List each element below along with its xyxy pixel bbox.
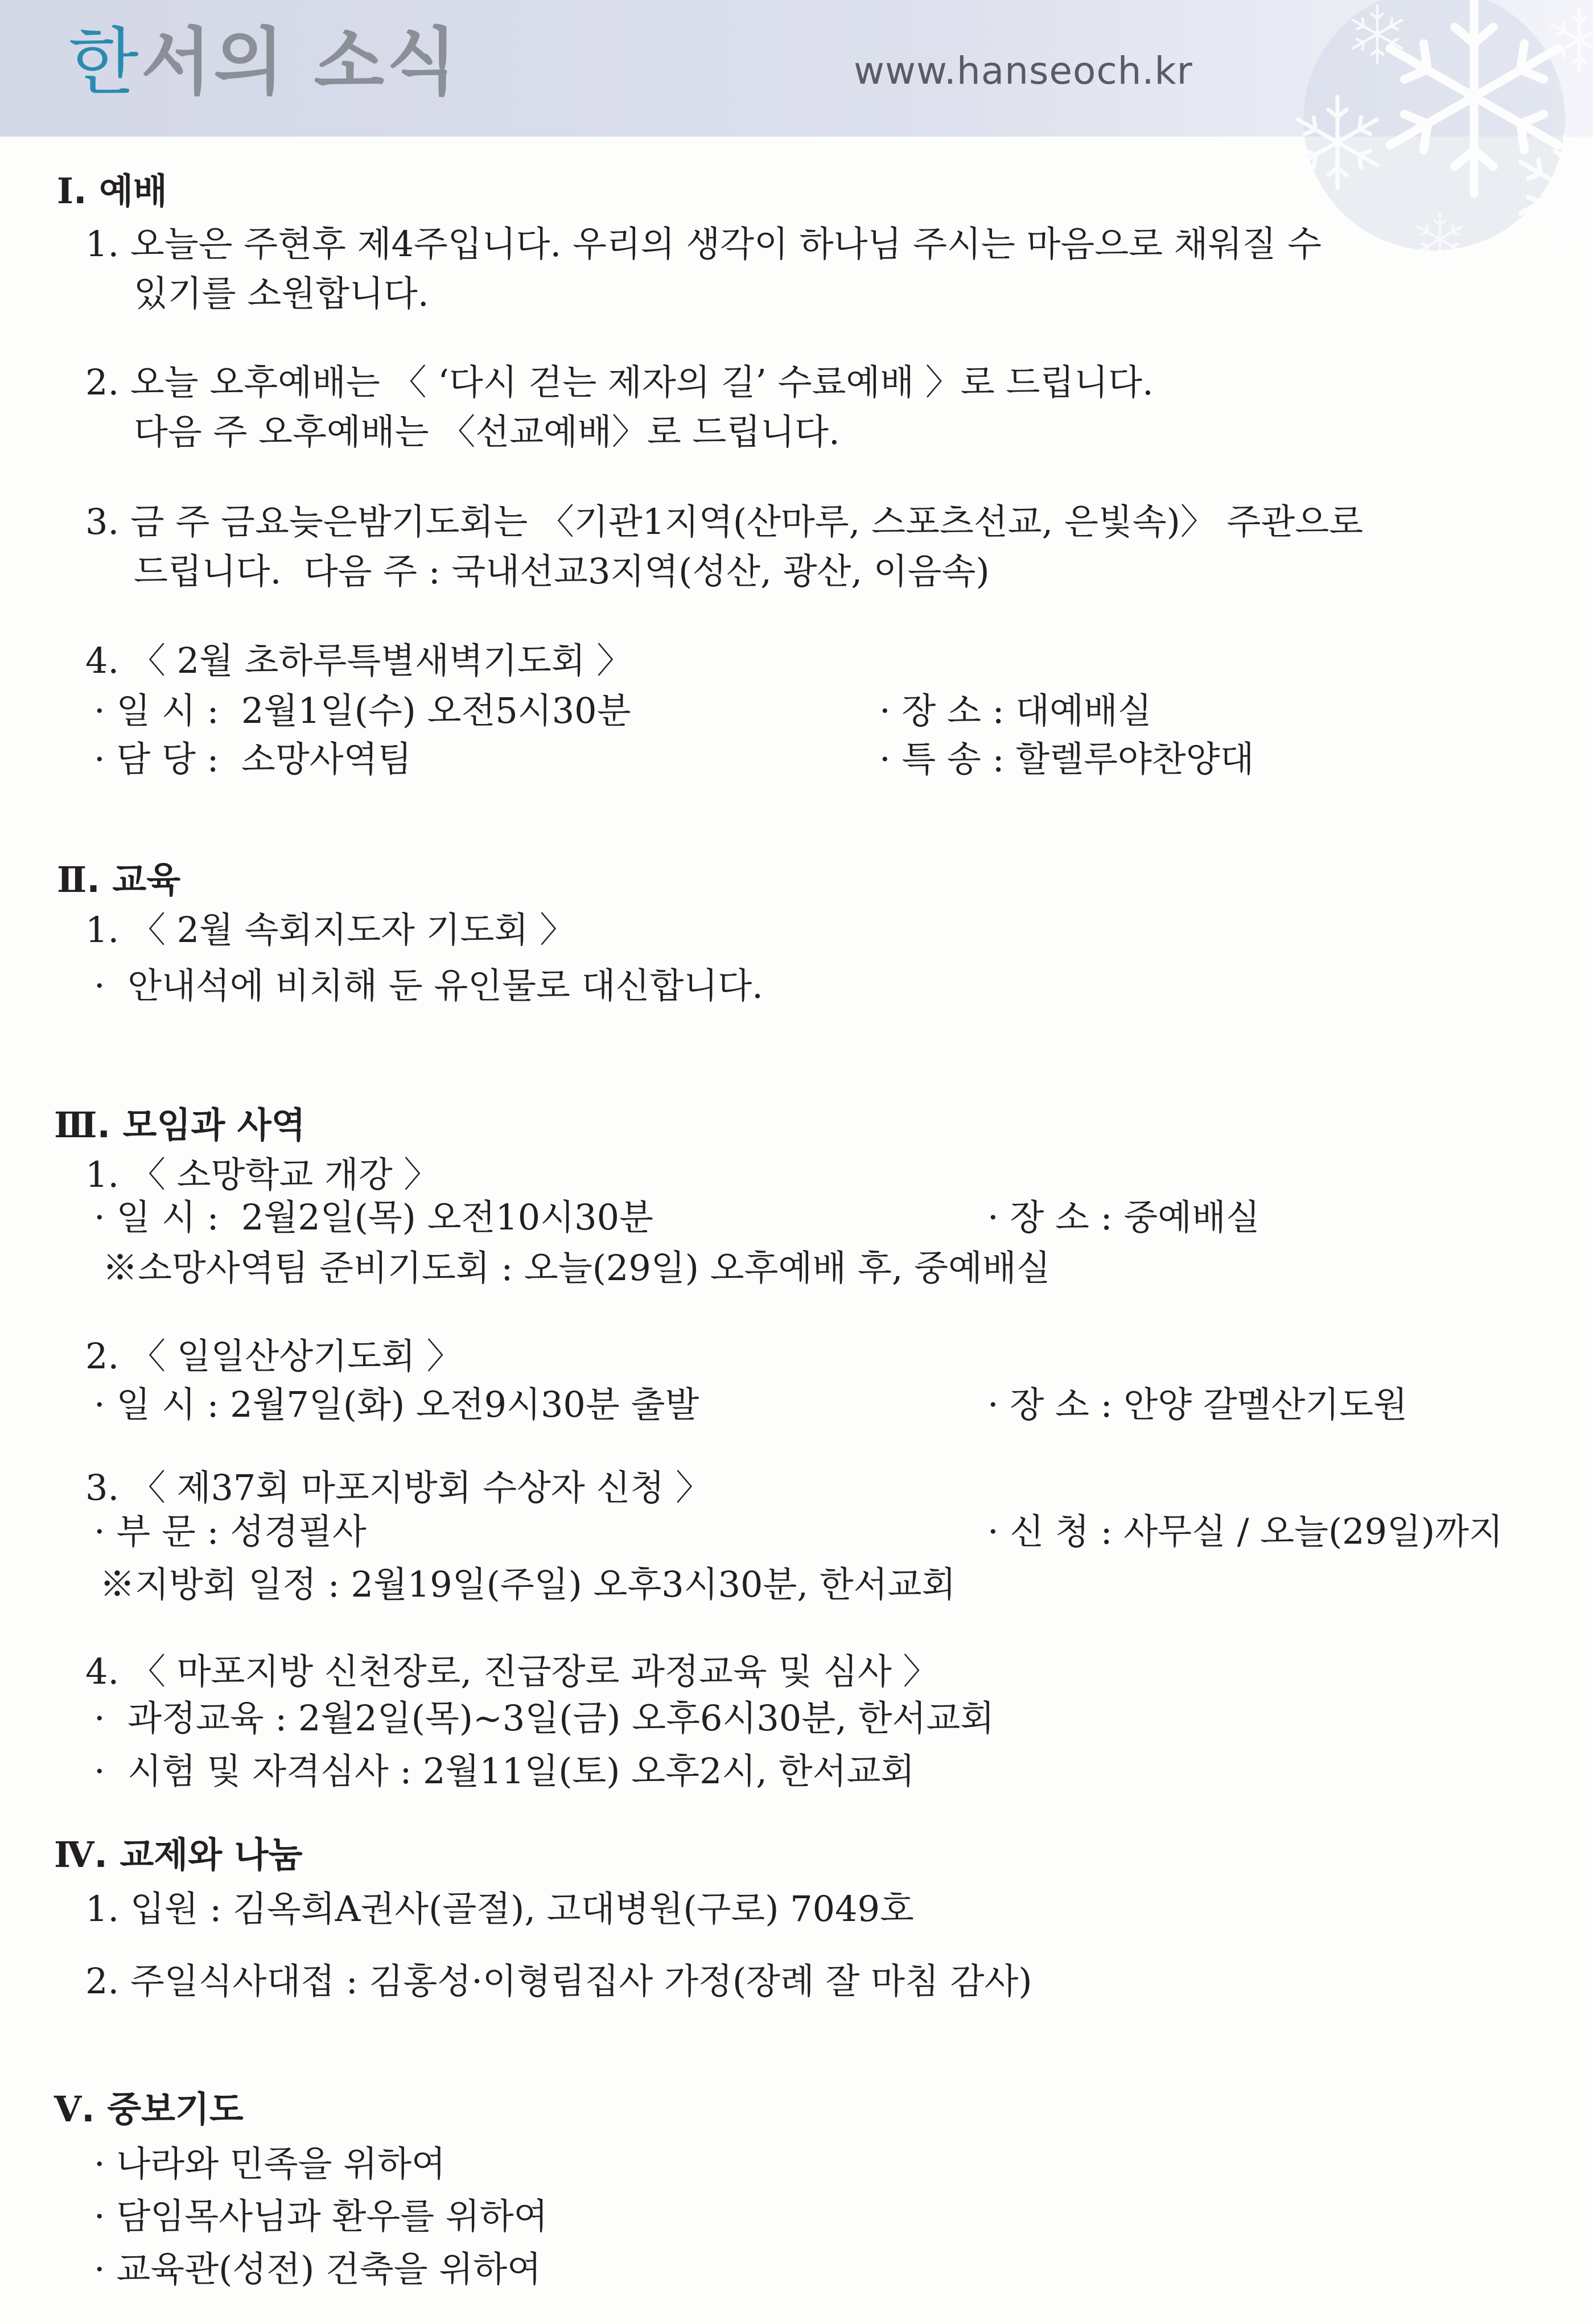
worship-item-4-title: 4. 〈 2월 초하루특별새벽기도회 〉 [85, 640, 632, 681]
newsletter-logo [68, 20, 459, 105]
ministry-item-3-title: 3. 〈 제37회 마포지방회 수상자 신청 〉 [85, 1467, 711, 1508]
worship-item-3-line-2: 드립니다. 다음 주 : 국내선교3지역(성산, 광산, 이음속) [134, 550, 990, 592]
education-item-1-title: 1. 〈 2월 속회지도자 기도회 〉 [85, 909, 575, 951]
intercession-item-3: · 교육관(성전) 건축을 위하여 [94, 2248, 542, 2290]
worship-item-4-special-song: · 특 송 : 할렐루야찬양대 [879, 738, 1254, 780]
intercession-item-2: · 담임목사님과 환우를 위하여 [94, 2195, 548, 2237]
ministry-item-1-title: 1. 〈 소망학교 개강 〉 [85, 1154, 439, 1195]
intercession-item-1: · 나라와 민족을 위하여 [94, 2143, 446, 2185]
ministry-item-3-application: · 신 청 : 사무실 / 오늘(29일)까지 [987, 1511, 1503, 1552]
section-heading-ministry: Ⅲ. 모임과 사역 [54, 1104, 306, 1146]
logo-first-char: 한 [68, 20, 141, 105]
fellowship-item-1: 1. 입원 : 김옥희A권사(골절), 고대병원(구로) 7049호 [85, 1888, 914, 1930]
ministry-item-4-course: · 과정교육 : 2월2일(목)~3일(금) 오후6시30분, 한서교회 [94, 1697, 995, 1739]
ministry-item-4-title: 4. 〈 마포지방 신천장로, 진급장로 과정교육 및 심사 〉 [85, 1651, 938, 1692]
ministry-item-3-category: · 부 문 : 성경필사 [94, 1511, 367, 1552]
worship-item-1-line-2: 있기를 소원합니다. [134, 273, 429, 314]
ministry-item-2-datetime: · 일 시 : 2월7일(화) 오전9시30분 출발 [94, 1384, 699, 1425]
logo-rest: 서의 소식 [141, 20, 459, 105]
website-url[interactable]: www.hanseoch.kr [854, 49, 1193, 93]
ministry-item-3-note: ※지방회 일정 : 2월19일(주일) 오후3시30분, 한서교회 [100, 1564, 956, 1605]
education-item-1-note: · 안내석에 비치해 둔 유인물로 대신합니다. [94, 965, 763, 1006]
worship-item-3-line-1: 3. 금 주 금요늦은밤기도회는 〈기관1지역(산마루, 스포츠선교, 은빛속)〉 주관으로 [85, 501, 1364, 542]
worship-item-2-line-2: 다음 주 오후예배는 〈선교예배〉로 드립니다. [134, 411, 840, 453]
ministry-item-4-exam: · 시험 및 자격심사 : 2월11일(토) 오후2시, 한서교회 [94, 1750, 915, 1792]
ministry-item-2-location: · 장 소 : 안양 갈멜산기도원 [987, 1384, 1408, 1425]
worship-item-4-datetime: · 일 시 : 2월1일(수) 오전5시30분 [94, 690, 631, 731]
worship-item-1-line-1: 1. 오늘은 주현후 제4주입니다. 우리의 생각이 하나님 주시는 마음으로 채워질 수 [85, 223, 1322, 265]
section-heading-fellowship: Ⅳ. 교제와 나눔 [54, 1834, 303, 1875]
section-heading-intercession: Ⅴ. 중보기도 [54, 2088, 244, 2130]
ministry-item-1-datetime: · 일 시 : 2월2일(목) 오전10시30분 [94, 1196, 653, 1238]
ministry-item-1-note: ※소망사역팀 준비기도회 : 오늘(29일) 오후예배 후, 중예배실 [102, 1247, 1051, 1289]
section-heading-worship: Ⅰ. 예배 [57, 170, 167, 212]
fellowship-item-2: 2. 주일식사대접 : 김홍성·이형림집사 가정(장례 잘 마침 감사) [85, 1960, 1032, 2002]
ministry-item-2-title: 2. 〈 일일산상기도회 〉 [85, 1335, 462, 1377]
worship-item-2-line-1: 2. 오늘 오후예배는 〈 ‘다시 걷는 제자의 길’ 수료예배 〉로 드립니다. [85, 361, 1154, 403]
worship-item-4-leader: · 담 당 : 소망사역팀 [94, 738, 412, 780]
worship-item-4-location: · 장 소 : 대예배실 [879, 690, 1152, 731]
ministry-item-1-location: · 장 소 : 중예배실 [987, 1196, 1260, 1238]
section-heading-education: Ⅱ. 교육 [57, 859, 181, 900]
